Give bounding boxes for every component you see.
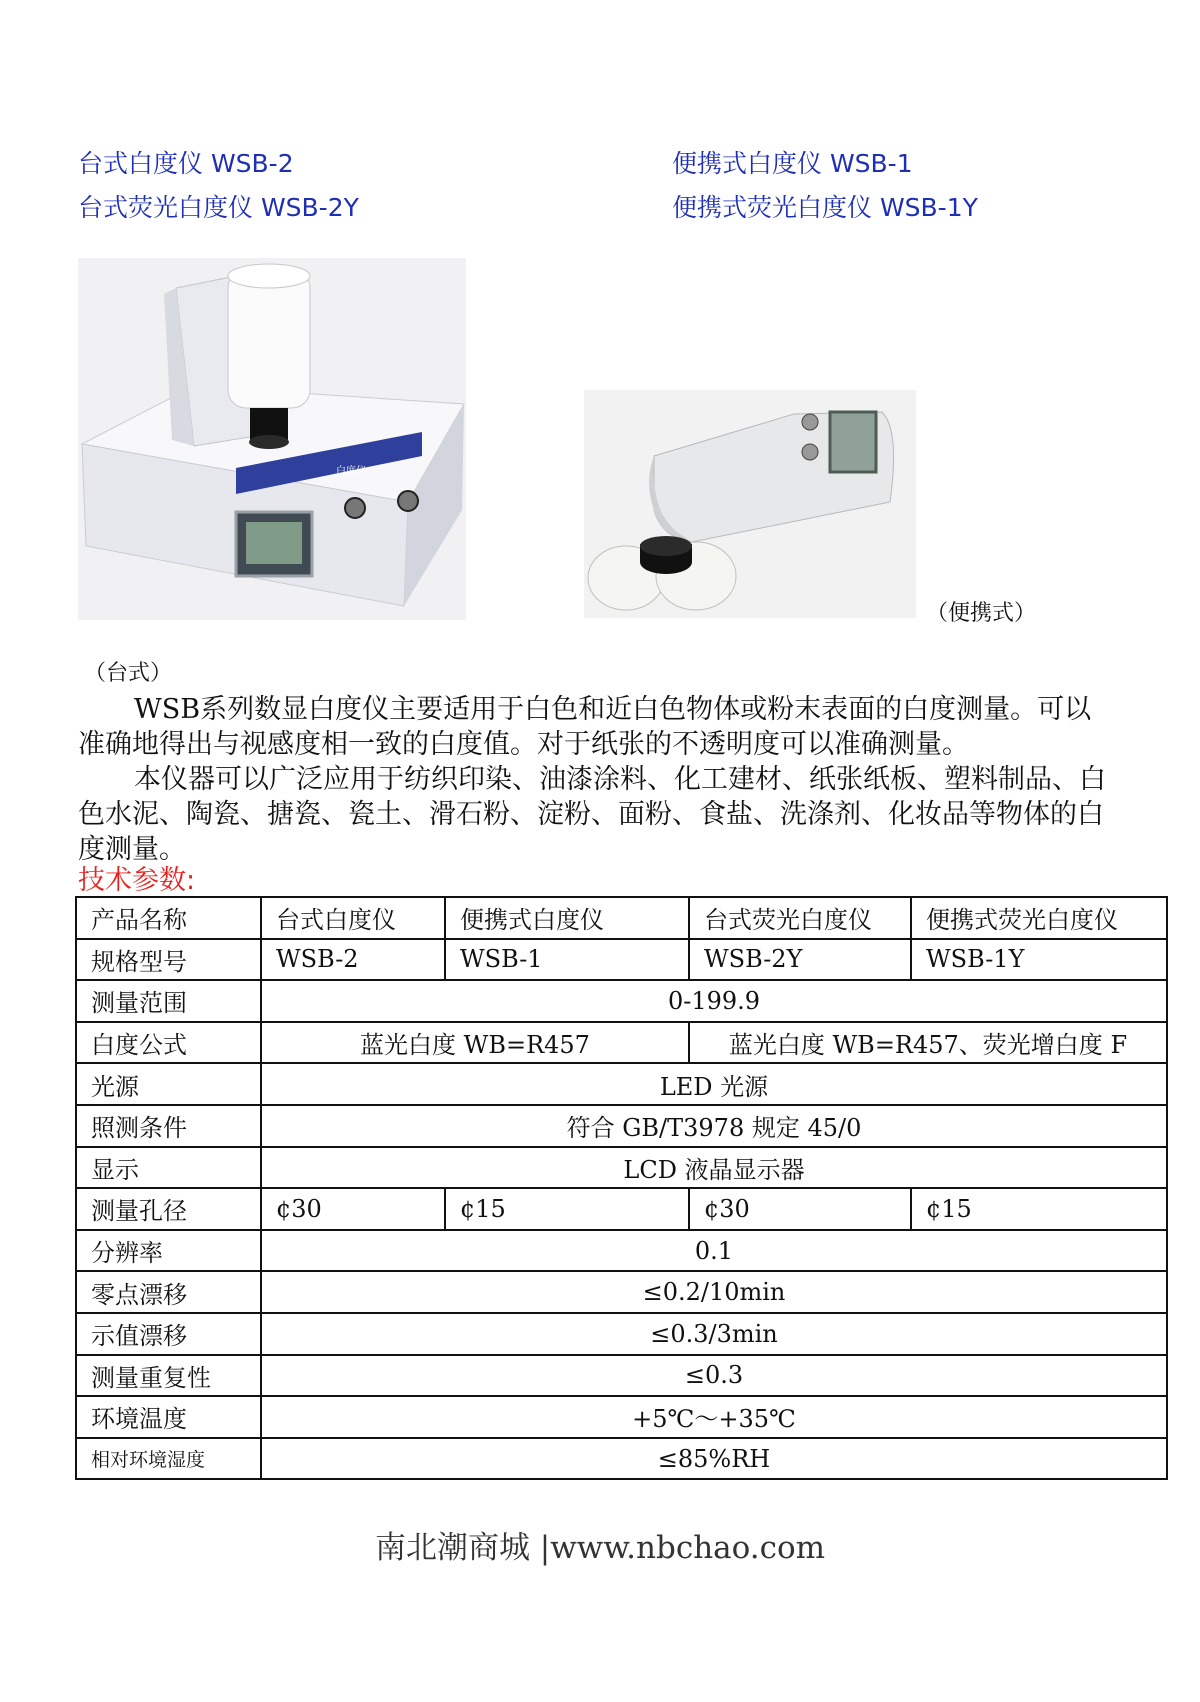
row-label: 测量孔径 xyxy=(76,1188,261,1230)
table-row xyxy=(76,1313,1167,1355)
row-label: 照测条件 xyxy=(76,1105,261,1147)
table-row xyxy=(76,1022,1167,1064)
temperature-value: +5℃～+35℃ xyxy=(261,1396,1167,1438)
table-row xyxy=(76,980,1167,1022)
row-label: 白度公式 xyxy=(76,1022,261,1064)
product-name-cell: 台式荧光白度仪 xyxy=(689,897,911,939)
model-cell: WSB-2Y xyxy=(689,939,911,981)
row-label: 测量重复性 xyxy=(76,1355,261,1397)
table-row xyxy=(76,1063,1167,1105)
row-label: 示值漂移 xyxy=(76,1313,261,1355)
repeatability-value: ≤0.3 xyxy=(261,1355,1167,1397)
table-row xyxy=(76,897,1167,939)
description-paragraph-2: 本仪器可以广泛应用于纺织印染、油漆涂料、化工建材、纸张纸板、塑料制品、白色水泥、陶瓷、搪瓷、瓷土、滑石粉、淀粉、面粉、食盐、洗涤剂、化妆品等物体的白度测量。 xyxy=(78,764,1106,865)
value-drift-value: ≤0.3/3min xyxy=(261,1313,1167,1355)
zero-drift-value: ≤0.2/10min xyxy=(261,1271,1167,1313)
spec-table xyxy=(75,896,1168,1480)
aperture-cell: ¢30 xyxy=(689,1188,911,1230)
description-paragraph-1: WSB系列数显白度仪主要适用于白色和近白色物体或粉末表面的白度测量。可以准确地得出与视感度相一致的白度值。对于纸张的不透明度可以准确测量。 xyxy=(78,694,1092,760)
humidity-value: ≤85%RH xyxy=(261,1438,1167,1480)
aperture-cell: ¢15 xyxy=(911,1188,1167,1230)
spec-heading: 技术参数: xyxy=(78,865,196,896)
table-row xyxy=(76,1105,1167,1147)
row-label: 规格型号 xyxy=(76,939,261,981)
row-label: 光源 xyxy=(76,1063,261,1105)
aperture-cell: ¢30 xyxy=(261,1188,445,1230)
product-name-cell: 便携式荧光白度仪 xyxy=(911,897,1167,939)
row-label: 相对环境湿度 xyxy=(76,1438,261,1480)
portable-title-2: 便携式荧光白度仪 WSB-1Y xyxy=(672,193,978,222)
desktop-caption: （台式） xyxy=(84,661,173,686)
product-name-cell: 台式白度仪 xyxy=(261,897,445,939)
row-label: 显示 xyxy=(76,1147,261,1189)
desktop-title-2: 台式荧光白度仪 WSB-2Y xyxy=(78,193,359,222)
table-row xyxy=(76,1147,1167,1189)
light-source-value: LED 光源 xyxy=(261,1063,1167,1105)
table-row xyxy=(76,1271,1167,1313)
formula-value-b: 蓝光白度 WB=R457、荧光增白度 F xyxy=(689,1022,1167,1064)
description-text xyxy=(78,692,1118,867)
desktop-title-1: 台式白度仪 WSB-2 xyxy=(78,149,294,178)
table-row xyxy=(76,1230,1167,1272)
portable-title-1: 便携式白度仪 WSB-1 xyxy=(672,149,913,178)
footer-site-name: 南北潮商城 |www.nbchao.com xyxy=(374,1530,826,1566)
display-value: LCD 液晶显示器 xyxy=(261,1147,1167,1189)
condition-value: 符合 GB/T3978 规定 45/0 xyxy=(261,1105,1167,1147)
table-row xyxy=(76,1438,1167,1480)
svg-text:白度仪: 白度仪 xyxy=(336,466,366,477)
product-name-cell: 便携式白度仪 xyxy=(445,897,689,939)
row-label: 环境温度 xyxy=(76,1396,261,1438)
range-value: 0-199.9 xyxy=(261,980,1167,1022)
desktop-meter-photo xyxy=(78,258,466,620)
portable-meter-photo xyxy=(584,390,916,618)
model-cell: WSB-1Y xyxy=(911,939,1167,981)
table-row xyxy=(76,939,1167,981)
row-label: 零点漂移 xyxy=(76,1271,261,1313)
row-label: 测量范围 xyxy=(76,980,261,1022)
model-cell: WSB-1 xyxy=(445,939,689,981)
resolution-value: 0.1 xyxy=(261,1230,1167,1272)
table-row xyxy=(76,1396,1167,1438)
formula-value-a: 蓝光白度 WB=R457 xyxy=(261,1022,689,1064)
model-cell: WSB-2 xyxy=(261,939,445,981)
table-row xyxy=(76,1355,1167,1397)
table-row xyxy=(76,1188,1167,1230)
portable-caption: （便携式） xyxy=(926,601,1037,626)
row-label: 产品名称 xyxy=(76,897,261,939)
row-label: 分辨率 xyxy=(76,1230,261,1272)
aperture-cell: ¢15 xyxy=(445,1188,689,1230)
